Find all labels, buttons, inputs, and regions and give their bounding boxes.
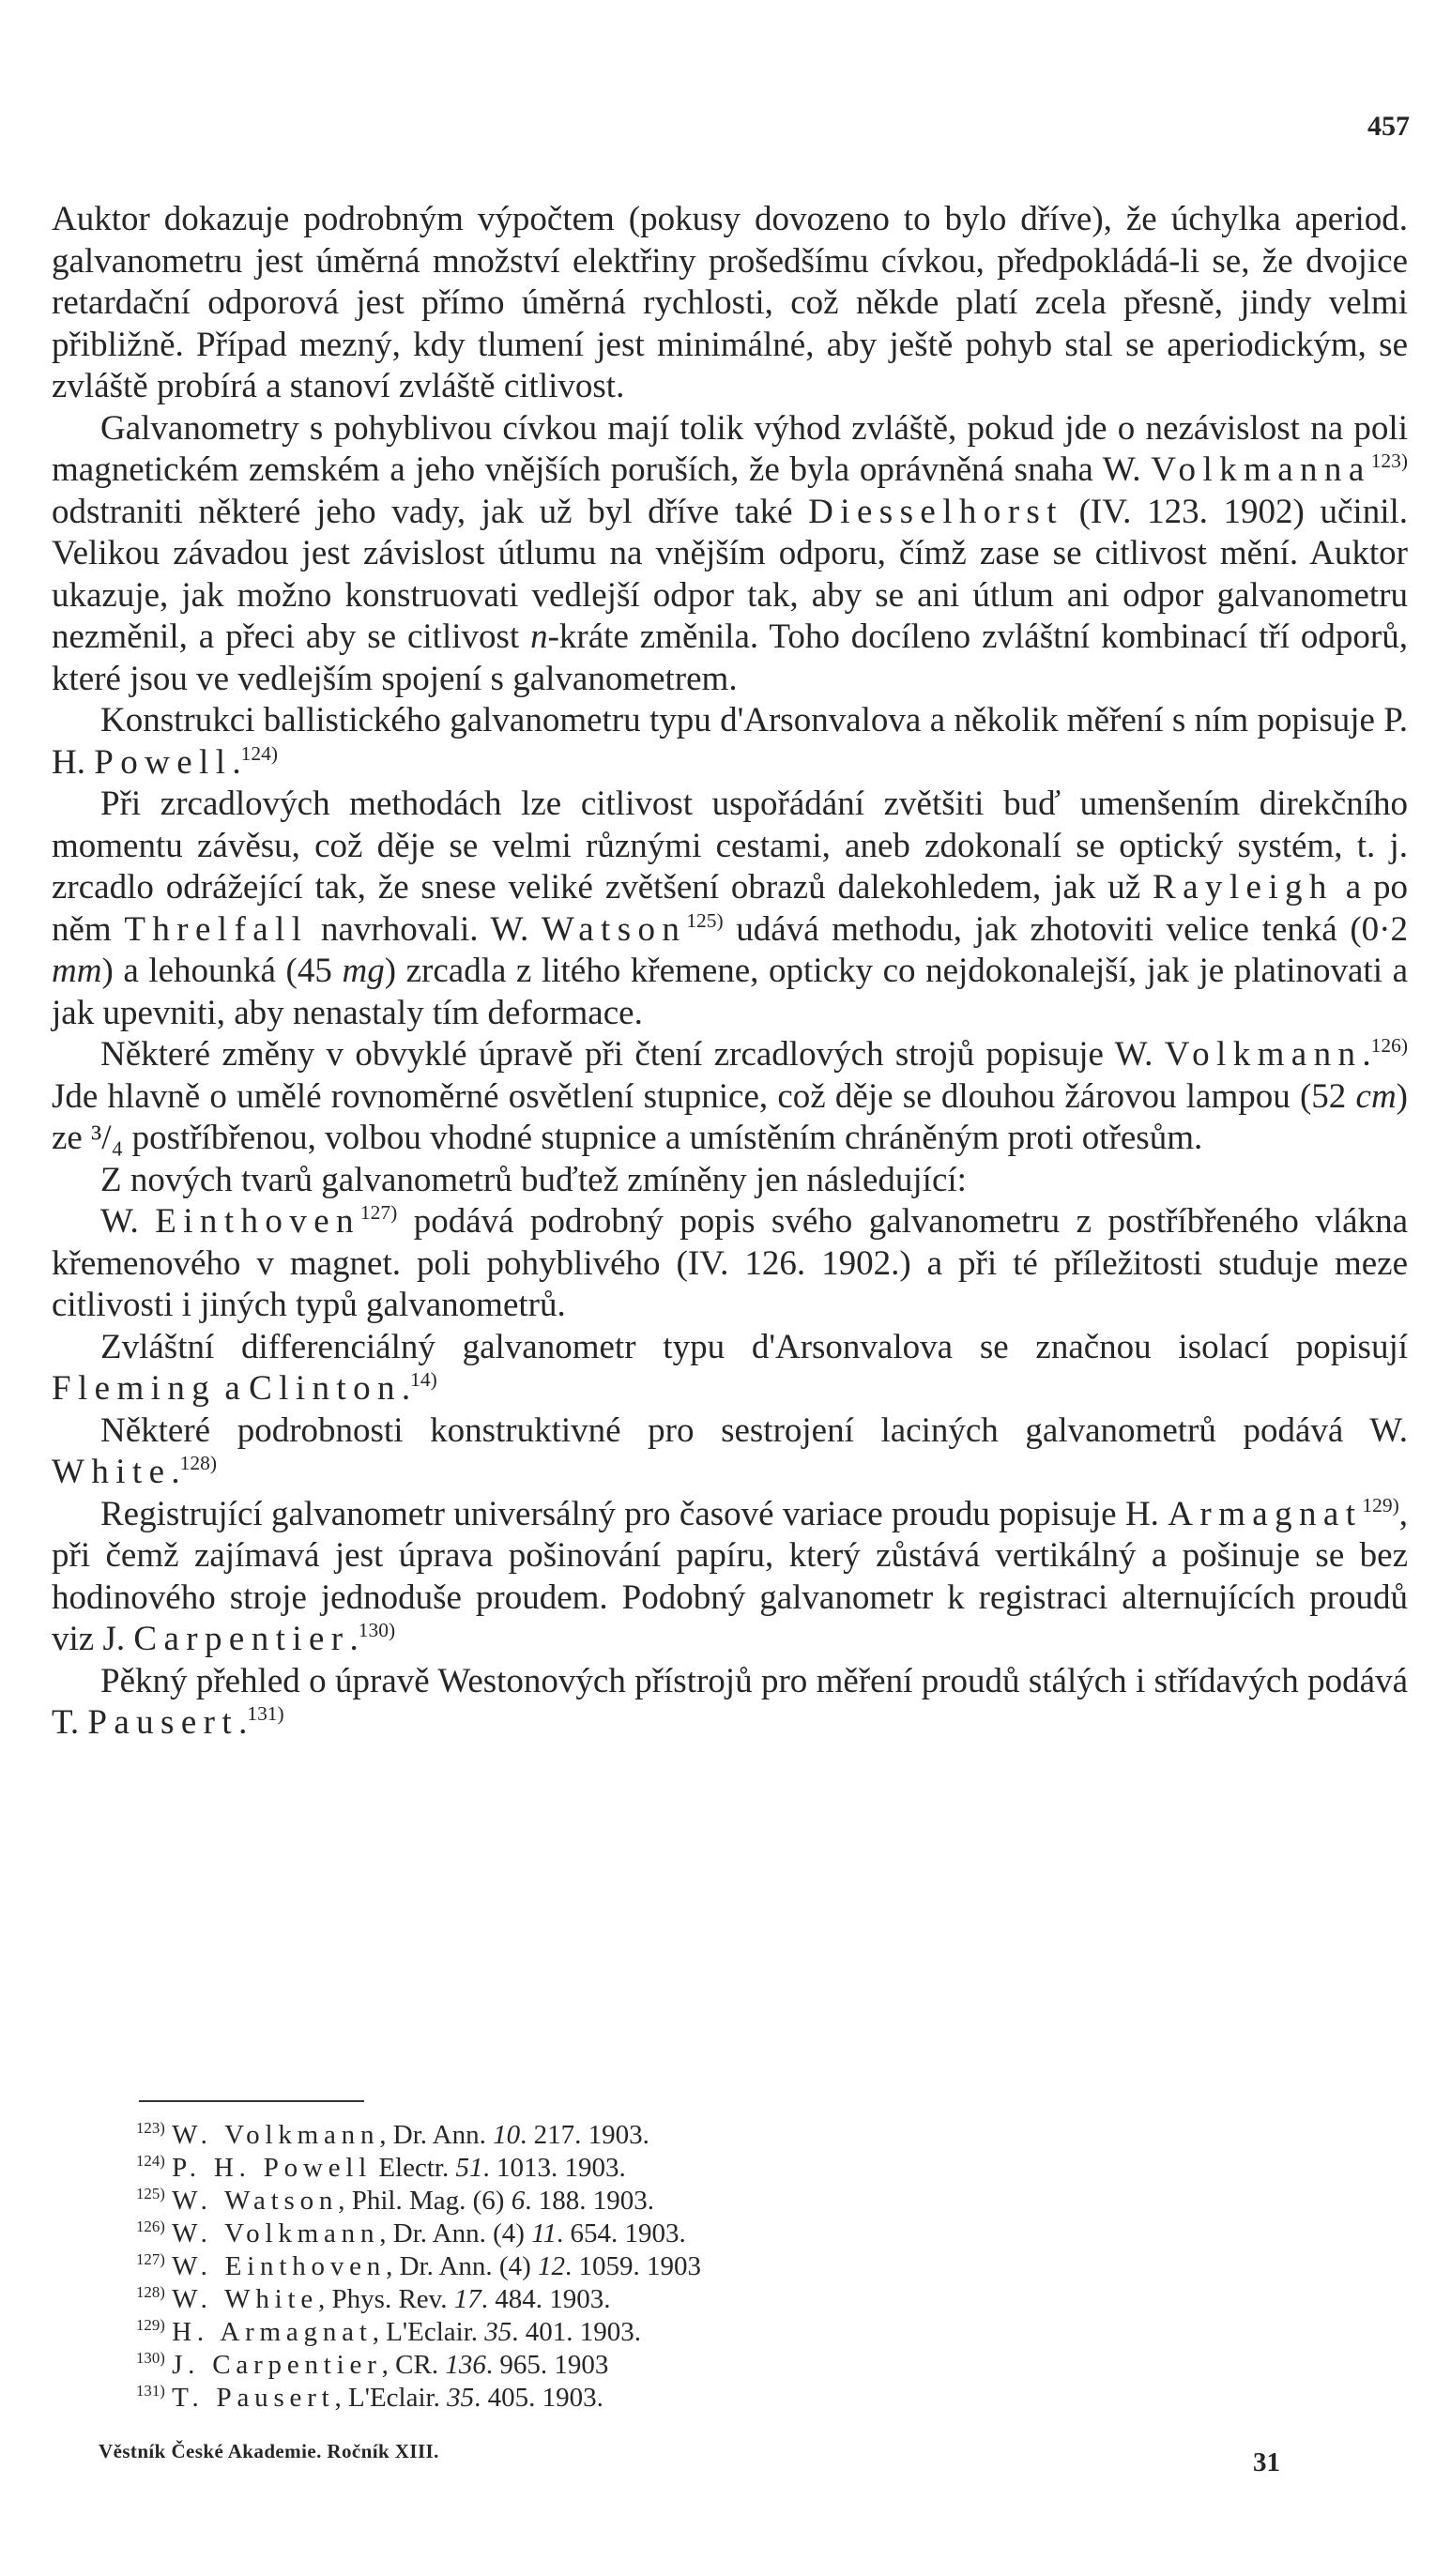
footnote-number: 126)	[136, 2218, 165, 2236]
author-name: Powell	[94, 742, 233, 782]
paragraph	[52, 700, 1408, 784]
footnote-volume: 12	[538, 2251, 566, 2281]
footnote-author: W. Volkmann	[172, 2120, 380, 2150]
text-run: Registrující galvanometr universálný pro časové variace proudu popisuje H.	[100, 1494, 1168, 1533]
text-run: udává methodu, jak zhotoviti velice tenká (0·2	[723, 909, 1408, 949]
text-run: .	[1362, 1035, 1371, 1074]
author-name: White	[52, 1453, 172, 1491]
author-name: Rayleigh	[1153, 868, 1334, 907]
italic-run: mg	[342, 952, 385, 990]
footnote-volume: 35	[484, 2317, 512, 2347]
footnote-journal: , Dr. Ann. (4)	[386, 2251, 539, 2281]
footnote	[136, 2316, 981, 2349]
footnote-journal: , CR.	[381, 2350, 446, 2380]
text-run: Jde hlavně o umělé rovnoměrné osvětlení stupnice, což děje se dlouhou žárovou lampou (52	[52, 1076, 1356, 1116]
text-run: , při čemž zajímavá jest úprava pošinování papíru, který zůstává vertikálný a pošinuje se bez hodinového stroje jednoduše proudem. Podobný galvanometr k registraci alternujících proudů viz J.	[52, 1494, 1408, 1658]
footnote-ref: 124)	[240, 741, 278, 765]
footnote-ref: 131)	[247, 1702, 284, 1726]
footnote	[136, 2218, 981, 2250]
text-run: (IV. 123. 1902) učinil. Velikou závadou jest závislost útlumu na vnějším odporu, čímž zase se citlivost mění. Auktor ukazuje, jak možno konstruovati vedlejší odpor tak, aby se ani útlum ani odpor galvanometru nezměnil, a přeci aby se citlivost	[52, 492, 1409, 656]
text-run: podává podrobný popis svého galvanometru z postříbřeného vlákna křemenového v magnet. poli pohyblivého (IV. 126. 1902.) a při té příležitosti studuje meze citlivosti i jiných typů galvanometrů.	[52, 1202, 1408, 1324]
text-run: .	[401, 1369, 411, 1408]
italic-run: cm	[1355, 1076, 1397, 1116]
footnote-rest: . 484. 1903.	[481, 2284, 611, 2314]
footnote-ref: 128)	[179, 1452, 217, 1475]
footnote-ref: 123)	[1370, 450, 1408, 473]
paragraph	[52, 408, 1408, 701]
footnote-author: P. H. Powell	[172, 2153, 373, 2183]
footnote-journal: , Dr. Ann.	[379, 2120, 494, 2150]
footnote-author: T. Pausert	[172, 2383, 335, 2413]
footnote	[136, 2250, 981, 2283]
footnote	[136, 2119, 981, 2152]
text-run: Některé změny v obvyklé úpravě při čtení zrcadlových strojů popisuje W.	[100, 1035, 1165, 1074]
footnote-author: W. Watson	[172, 2186, 339, 2216]
footnote-separator	[139, 2100, 364, 2102]
text-run: .	[349, 1620, 359, 1658]
text-run: .	[171, 1453, 180, 1491]
footnote-journal: , L'Eclair.	[372, 2317, 485, 2347]
footnote-rest: . 965. 1903	[485, 2350, 609, 2380]
text-run: ) zrcadla z litého křemene, opticky co nejdokonalejší, jak je platinovati a jak upevniti, aby nenastaly tím deformace.	[52, 952, 1408, 1032]
footnote-rest: . 1059. 1903	[565, 2251, 702, 2281]
paragraph	[52, 1410, 1408, 1494]
footnote-journal: , Phil. Mag. (6)	[338, 2186, 512, 2216]
author-name: Fleming	[52, 1369, 217, 1408]
footnote-rest: . 401. 1903.	[512, 2317, 642, 2347]
author-name: Clinton	[249, 1369, 402, 1408]
footnote-author: W. Einthoven	[172, 2251, 387, 2281]
text-run: a po něm	[52, 868, 1408, 949]
footnote	[136, 2349, 981, 2382]
text-run: a	[216, 1369, 250, 1408]
footnote-author: J. Carpentier	[172, 2350, 382, 2380]
text-run: odstraniti některé jeho vady, jak už byl dříve také	[52, 492, 809, 531]
footnote-volume: 6	[511, 2186, 526, 2216]
footnote	[136, 2382, 981, 2415]
footnote-volume: 17	[453, 2284, 481, 2314]
footnote-volume: 35	[447, 2383, 475, 2413]
footnote-number: 124)	[136, 2152, 165, 2171]
paragraph	[52, 199, 1408, 408]
text-run: Z nových tvarů galvanometrů buďtež zmíněny jen následující:	[100, 1160, 967, 1199]
footnote-rest: . 405. 1903.	[474, 2383, 603, 2413]
footnote-author: W. White	[172, 2284, 319, 2314]
footnote-journal: , L'Eclair.	[334, 2383, 448, 2413]
footnote-volume: 51	[455, 2153, 483, 2183]
page-number: 457	[1367, 111, 1410, 142]
footnote-number: 131)	[136, 2382, 165, 2401]
footnote-author: H. Armagnat	[172, 2317, 373, 2347]
text-run: Pěkný přehled o úpravě Westonových přístrojů pro měření proudů stálých i střídavých podává T.	[52, 1661, 1408, 1742]
footnote-volume: 136	[445, 2350, 486, 2380]
footnote-volume: 11	[531, 2218, 557, 2248]
text-run: Při zrcadlových methodách lze citlivost uspořádání zvětšiti buď umenšením direkčního momentu závěsu, což děje se velmi různými cestami, aneb zdokonalí se optický systém, t. j. zrcadlo odrážející tak, že snese veliké zvětšení obrazů dalekohledem, jak už	[52, 785, 1408, 907]
footnote-ref: 125)	[686, 908, 724, 932]
text-run: Galvanometry s pohyblivou cívkou mají tolik výhod zvláště, pokud jde o nezávislost na poli magnetickém zemském a jeho vnějších poruších, že byla oprávněná snaha W.	[52, 408, 1408, 489]
footnotes	[136, 2119, 981, 2415]
footnote-rest: . 1013. 1903.	[482, 2153, 626, 2183]
text-run: Auktor dokazuje podrobným výpočtem (pokusy dovozeno to bylo dříve), že úchylka aperiod. galvanometru jest úměrná množství elektřiny prošedšímu cívkou, předpokládá-li se, že dvojice retardační odporová jest přímo úměrná rychlosti, což někde platí zcela přesně, jindy velmi přibližně. Případ mezný, kdy tlumení jest minimálné, aby ještě pohyb stal se aperiodickým, se zvláště probírá a stanoví zvláště citlivost.	[52, 200, 1408, 405]
author-name: Pausert	[87, 1703, 239, 1742]
author-name: Volkmann	[1164, 1035, 1363, 1074]
text-run: -kráte změnila. Toho docíleno zvláštní kombinací tří odporů, které jsou ve vedlejším spojení s galvanometrem.	[52, 617, 1408, 698]
author-name: Einthoven	[155, 1202, 360, 1241]
paragraph	[52, 1201, 1408, 1327]
text-run: ) a lehounká (45	[101, 952, 343, 990]
paragraph	[52, 784, 1408, 1034]
journal-footer: Věstník České Akademie. Ročník XIII.	[99, 2440, 439, 2462]
paragraph	[52, 1160, 1408, 1202]
footnote	[136, 2152, 981, 2185]
footnote-rest: . 217. 1903.	[520, 2120, 649, 2150]
italic-run: mm	[52, 952, 102, 990]
footnote-rest: . 654. 1903.	[557, 2218, 686, 2248]
text-run: Konstrukci ballistického galvanometru typu d'Arsonvalova a několik měření s ním popisuje P. H.	[52, 701, 1408, 782]
text-run: Některé podrobnosti konstruktivné pro sestrojení laciných galvanometrů podává W.	[100, 1410, 1408, 1450]
text-run: navrhovali. W.	[308, 909, 542, 949]
author-name: Volkmanna	[1151, 450, 1371, 489]
footnote-journal: , Dr. Ann. (4)	[379, 2218, 532, 2248]
footnote-author: W. Volkmann	[172, 2218, 380, 2248]
text-run: Zvláštní differenciálný galvanometr typu d'Arsonvalova se značnou isolací popisují	[100, 1327, 1408, 1366]
footnote-volume: 10	[493, 2120, 521, 2150]
text-run: .	[238, 1703, 248, 1742]
author-name: Watson	[541, 909, 687, 949]
paragraph	[52, 1494, 1408, 1661]
footnote-ref: 130)	[358, 1619, 396, 1642]
footnote-number: 128)	[136, 2283, 165, 2302]
article-body	[52, 199, 1408, 1745]
footnote-number: 127)	[136, 2250, 165, 2269]
footnote-number: 130)	[136, 2349, 165, 2368]
footnote-number: 129)	[136, 2316, 165, 2335]
footnote-ref: 126)	[1370, 1034, 1408, 1058]
text-run: ) ze ³/₄ postříbřenou, volbou vhodné stupnice a umístěním chráněným proti otřesům.	[52, 1076, 1408, 1157]
text-run: .	[232, 742, 241, 782]
signature-mark: 31	[1253, 2447, 1280, 2477]
footnote-number: 125)	[136, 2185, 165, 2203]
footnote	[136, 2185, 981, 2218]
author-name: Armagnat	[1168, 1494, 1363, 1533]
italic-run: n	[530, 617, 548, 656]
footnote-number: 123)	[136, 2119, 165, 2138]
footnote-ref: 14)	[410, 1368, 437, 1392]
footnote-ref: 129)	[1362, 1493, 1399, 1517]
paragraph	[52, 1034, 1408, 1160]
footnote	[136, 2283, 981, 2316]
footnote-journal: Electr.	[372, 2153, 456, 2183]
author-name: Carpentier	[133, 1620, 350, 1658]
footnote-rest: . 188. 1903.	[525, 2186, 654, 2216]
author-name: Diesselhorst	[808, 492, 1063, 531]
footnote-journal: , Phys. Rev.	[318, 2284, 454, 2314]
paragraph	[52, 1661, 1408, 1745]
paragraph	[52, 1327, 1408, 1410]
text-run: W.	[100, 1202, 156, 1241]
author-name: Threlfall	[124, 909, 309, 949]
footnote-ref: 127)	[359, 1201, 398, 1225]
